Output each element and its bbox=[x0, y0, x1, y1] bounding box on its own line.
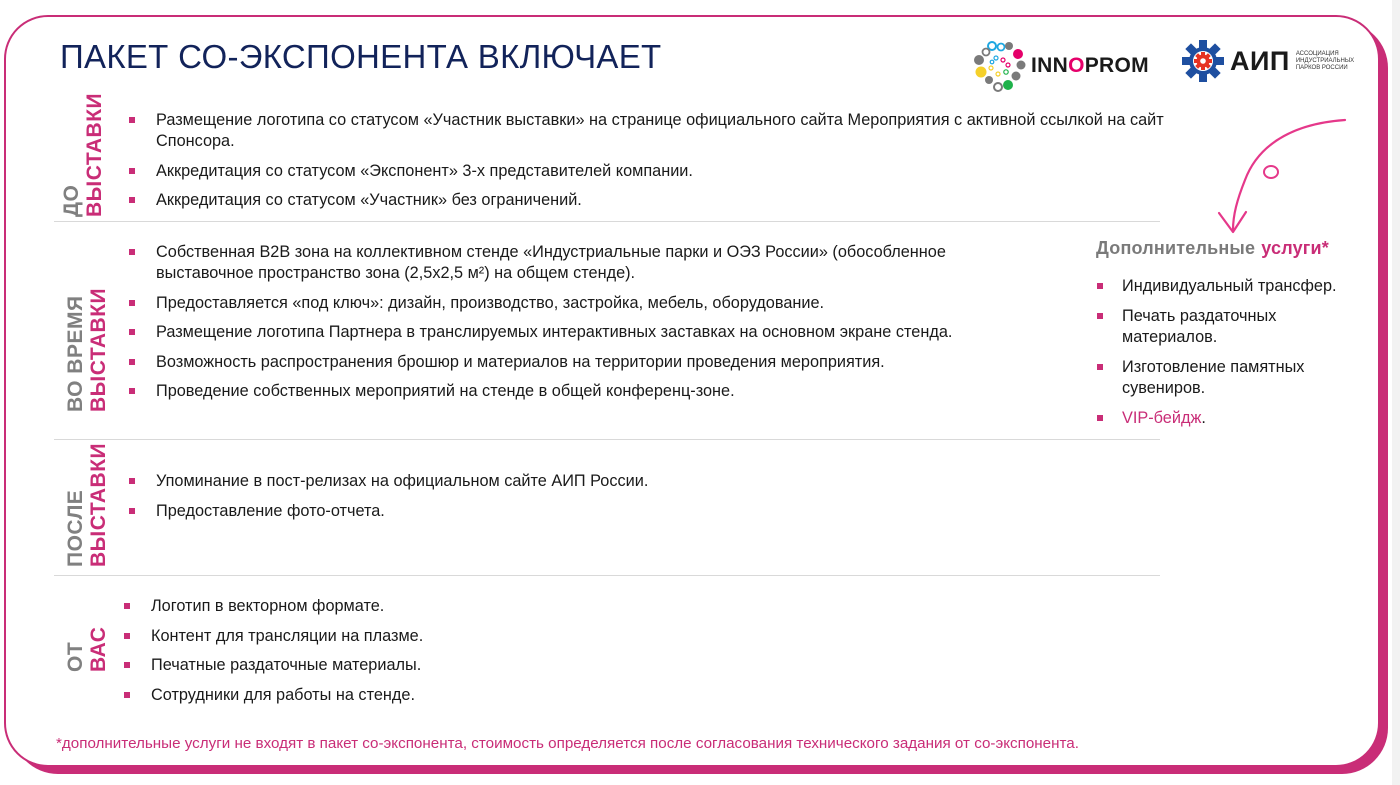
innoprom-wordmark: INNOPROM bbox=[1031, 54, 1149, 77]
during-items-list bbox=[128, 242, 1028, 411]
section-after-exhibition bbox=[54, 440, 1160, 576]
from-you-items-list bbox=[123, 596, 723, 714]
innoprom-logo bbox=[972, 40, 1157, 92]
list-item: Сотрудники для работы на стенде. bbox=[123, 685, 723, 706]
list-item: Возможность распространения брошюр и материалов на территории проведения мероприятия. bbox=[128, 352, 1028, 373]
list-item: Упоминание в пост-релизах на официальном сайте АИП России. bbox=[128, 471, 1028, 492]
section-before-exhibition bbox=[54, 92, 1164, 222]
innoprom-dots-icon bbox=[972, 40, 1026, 92]
list-item: Проведение собственных мероприятий на стенде в общей конференц-зоне. bbox=[128, 381, 1028, 402]
section-label-before: ДО ВЫСТАВКИ bbox=[60, 92, 106, 217]
list-item: Предоставление фото-отчета. bbox=[128, 501, 1028, 522]
extra-services-list bbox=[1096, 276, 1366, 429]
list-item: Предоставляется «под ключ»: дизайн, производство, застройка, мебель, оборудование. bbox=[128, 293, 1028, 314]
extra-services-title: Дополнительные услуги* bbox=[1096, 238, 1329, 258]
section-during-exhibition bbox=[54, 222, 1160, 440]
footnote: *дополнительные услуги не входят в пакет со-экспонента, стоимость определяется после согласования технического задания от со-экспонента. bbox=[56, 735, 1079, 752]
extra-services-panel bbox=[1096, 238, 1386, 438]
list-item: Логотип в векторном формате. bbox=[123, 596, 723, 617]
list-item: Печатные раздаточные материалы. bbox=[123, 655, 723, 676]
list-item-vip-badge: VIP-бейдж. bbox=[1096, 408, 1366, 429]
after-items-list bbox=[128, 471, 1028, 530]
section-from-you bbox=[54, 576, 1160, 716]
aip-wordmark: АИП bbox=[1230, 45, 1290, 76]
aip-logo bbox=[1182, 38, 1366, 84]
aip-gear-icon bbox=[1182, 40, 1224, 82]
list-item: Размещение логотипа Партнера в транслируемых интерактивных заставках на основном экране стенда. bbox=[128, 322, 1028, 343]
list-item: Аккредитация со статусом «Участник» без ограничений. bbox=[128, 190, 1168, 211]
before-items-list bbox=[128, 110, 1168, 220]
section-label-during: ВО ВРЕМЯ ВЫСТАВКИ bbox=[64, 287, 110, 412]
list-item: Индивидуальный трансфер. bbox=[1096, 276, 1366, 297]
curved-arrow-icon bbox=[1205, 115, 1365, 240]
aip-subtitle: АССОЦИАЦИЯ ИНДУСТРИАЛЬНЫХ ПАРКОВ РОССИИ bbox=[1295, 50, 1355, 71]
list-item: Изготовление памятных сувениров. bbox=[1096, 357, 1336, 399]
list-item: Собственная B2B зона на коллективном стенде «Индустриальные парки и ОЭЗ России» (обособленное выставочное пространство зона (2,5х2,5 м²) на общем стенде). bbox=[128, 242, 1028, 284]
section-label-from-you: ОТ ВАС bbox=[64, 626, 110, 672]
list-item: Аккредитация со статусом «Экспонент» 3-х представителей компании. bbox=[128, 161, 1168, 182]
page-title: ПАКЕТ СО-ЭКСПОНЕНТА ВКЛЮЧАЕТ bbox=[60, 38, 662, 75]
page-gutter bbox=[1392, 0, 1400, 785]
section-label-after: ПОСЛЕ ВЫСТАВКИ bbox=[64, 442, 110, 567]
list-item: Размещение логотипа со статусом «Участник выставки» на странице официального сайта Мероприятия с активной ссылкой на сайт Спонсора. bbox=[128, 110, 1168, 152]
list-item: Печать раздаточных материалов. bbox=[1096, 306, 1326, 348]
list-item: Контент для трансляции на плазме. bbox=[123, 626, 723, 647]
